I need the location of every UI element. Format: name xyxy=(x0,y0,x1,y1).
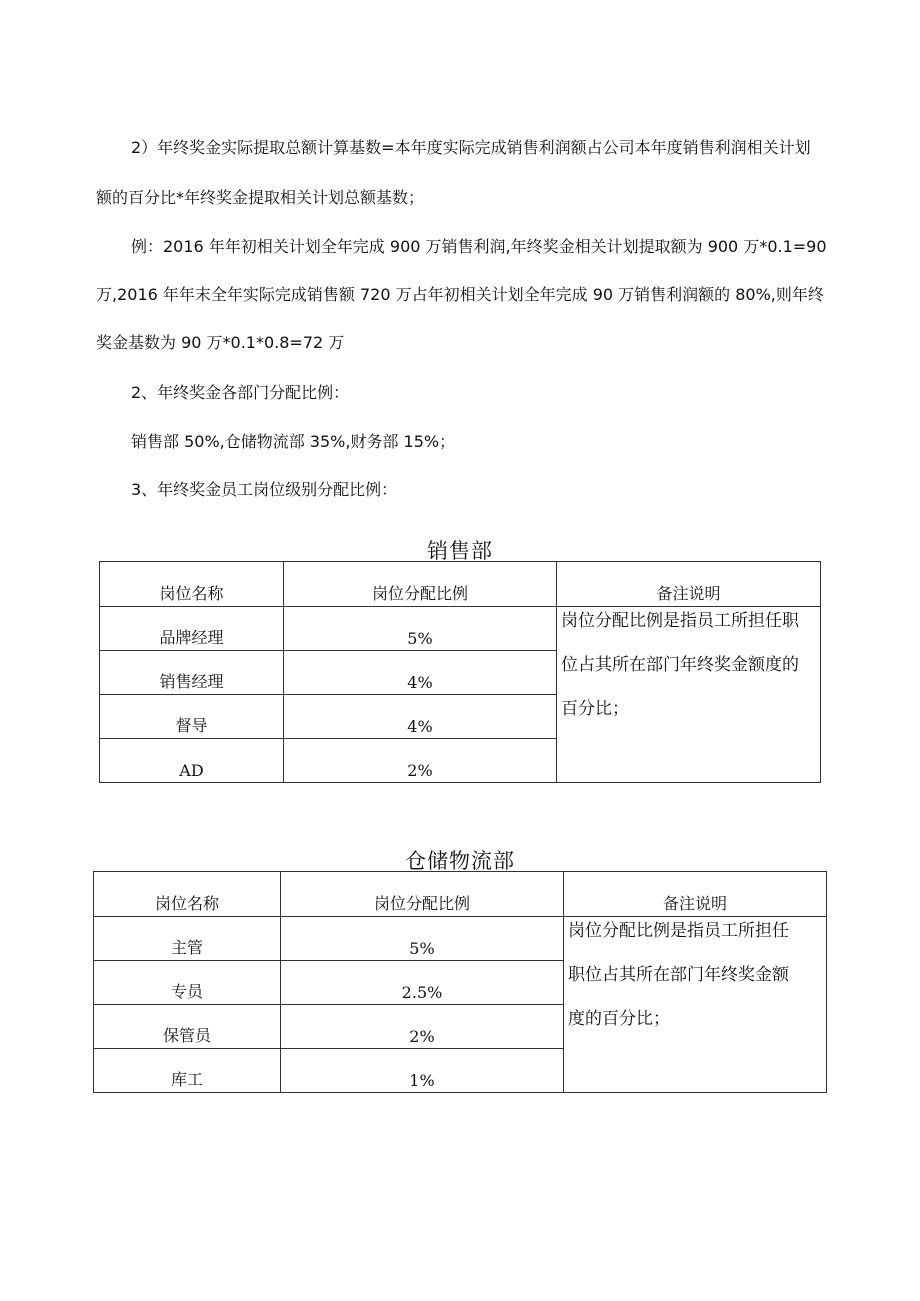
paragraph-example-line2: 万,2016 年年末全年实际完成销售额 720 万占年初相关计划全年完成 90 万销售利润额的 80%,则年终 xyxy=(96,285,824,304)
note-line: 位占其所在部门年终奖金额度的 xyxy=(561,655,799,675)
note-cell xyxy=(557,607,821,783)
table-row xyxy=(100,607,821,651)
ratio-cell: 2% xyxy=(284,739,557,783)
sales-table xyxy=(99,561,821,783)
ratio-cell: 2.5% xyxy=(281,961,564,1005)
header-ratio: 岗位分配比例 xyxy=(281,872,564,917)
ratio-cell: 2% xyxy=(281,1005,564,1049)
paragraph-formula-line2: 额的百分比*年终奖金提取相关计划总额基数； xyxy=(96,188,425,207)
ratio-cell: 4% xyxy=(284,651,557,695)
header-position: 岗位名称 xyxy=(100,562,284,607)
position-cell: 销售经理 xyxy=(100,651,284,695)
sales-table-title: 销售部 xyxy=(427,539,493,563)
dept-ratio-values: 销售部 50%,仓储物流部 35%,财务部 15%； xyxy=(131,432,456,451)
header-note: 备注说明 xyxy=(557,562,821,607)
heading-position-ratio: 3、年终奖金员工岗位级别分配比例： xyxy=(131,480,398,499)
header-ratio: 岗位分配比例 xyxy=(284,562,557,607)
position-cell: AD xyxy=(100,739,284,783)
logistics-table-title: 仓储物流部 xyxy=(405,849,515,873)
note-line: 岗位分配比例是指员工所担任职 xyxy=(561,611,799,631)
paragraph-example-line1: 例：2016 年年初相关计划全年完成 900 万销售利润,年终奖金相关计划提取额为 900 万*0.1=90 xyxy=(131,237,827,256)
note-cell xyxy=(564,917,827,1093)
note-line: 职位占其所在部门年终奖金额 xyxy=(568,965,789,985)
position-cell: 督导 xyxy=(100,695,284,739)
ratio-cell: 1% xyxy=(281,1049,564,1093)
position-cell: 品牌经理 xyxy=(100,607,284,651)
ratio-cell: 5% xyxy=(284,607,557,651)
header-position: 岗位名称 xyxy=(94,872,281,917)
heading-dept-ratio: 2、年终奖金各部门分配比例： xyxy=(131,383,350,402)
table-row xyxy=(94,917,827,961)
header-note: 备注说明 xyxy=(564,872,827,917)
ratio-cell: 4% xyxy=(284,695,557,739)
ratio-cell: 5% xyxy=(281,917,564,961)
paragraph-example-line3: 奖金基数为 90 万*0.1*0.8=72 万 xyxy=(96,333,345,352)
note-line: 度的百分比； xyxy=(568,1009,670,1029)
note-line: 百分比； xyxy=(561,699,629,719)
note-line: 岗位分配比例是指员工所担任 xyxy=(568,921,789,941)
position-cell: 库工 xyxy=(94,1049,281,1093)
position-cell: 专员 xyxy=(94,961,281,1005)
logistics-table xyxy=(93,871,827,1093)
position-cell: 保管员 xyxy=(94,1005,281,1049)
position-cell: 主管 xyxy=(94,917,281,961)
paragraph-formula-line1: 2）年终奖金实际提取总额计算基数=本年度实际完成销售利润额占公司本年度销售利润相关计划 xyxy=(131,138,811,157)
